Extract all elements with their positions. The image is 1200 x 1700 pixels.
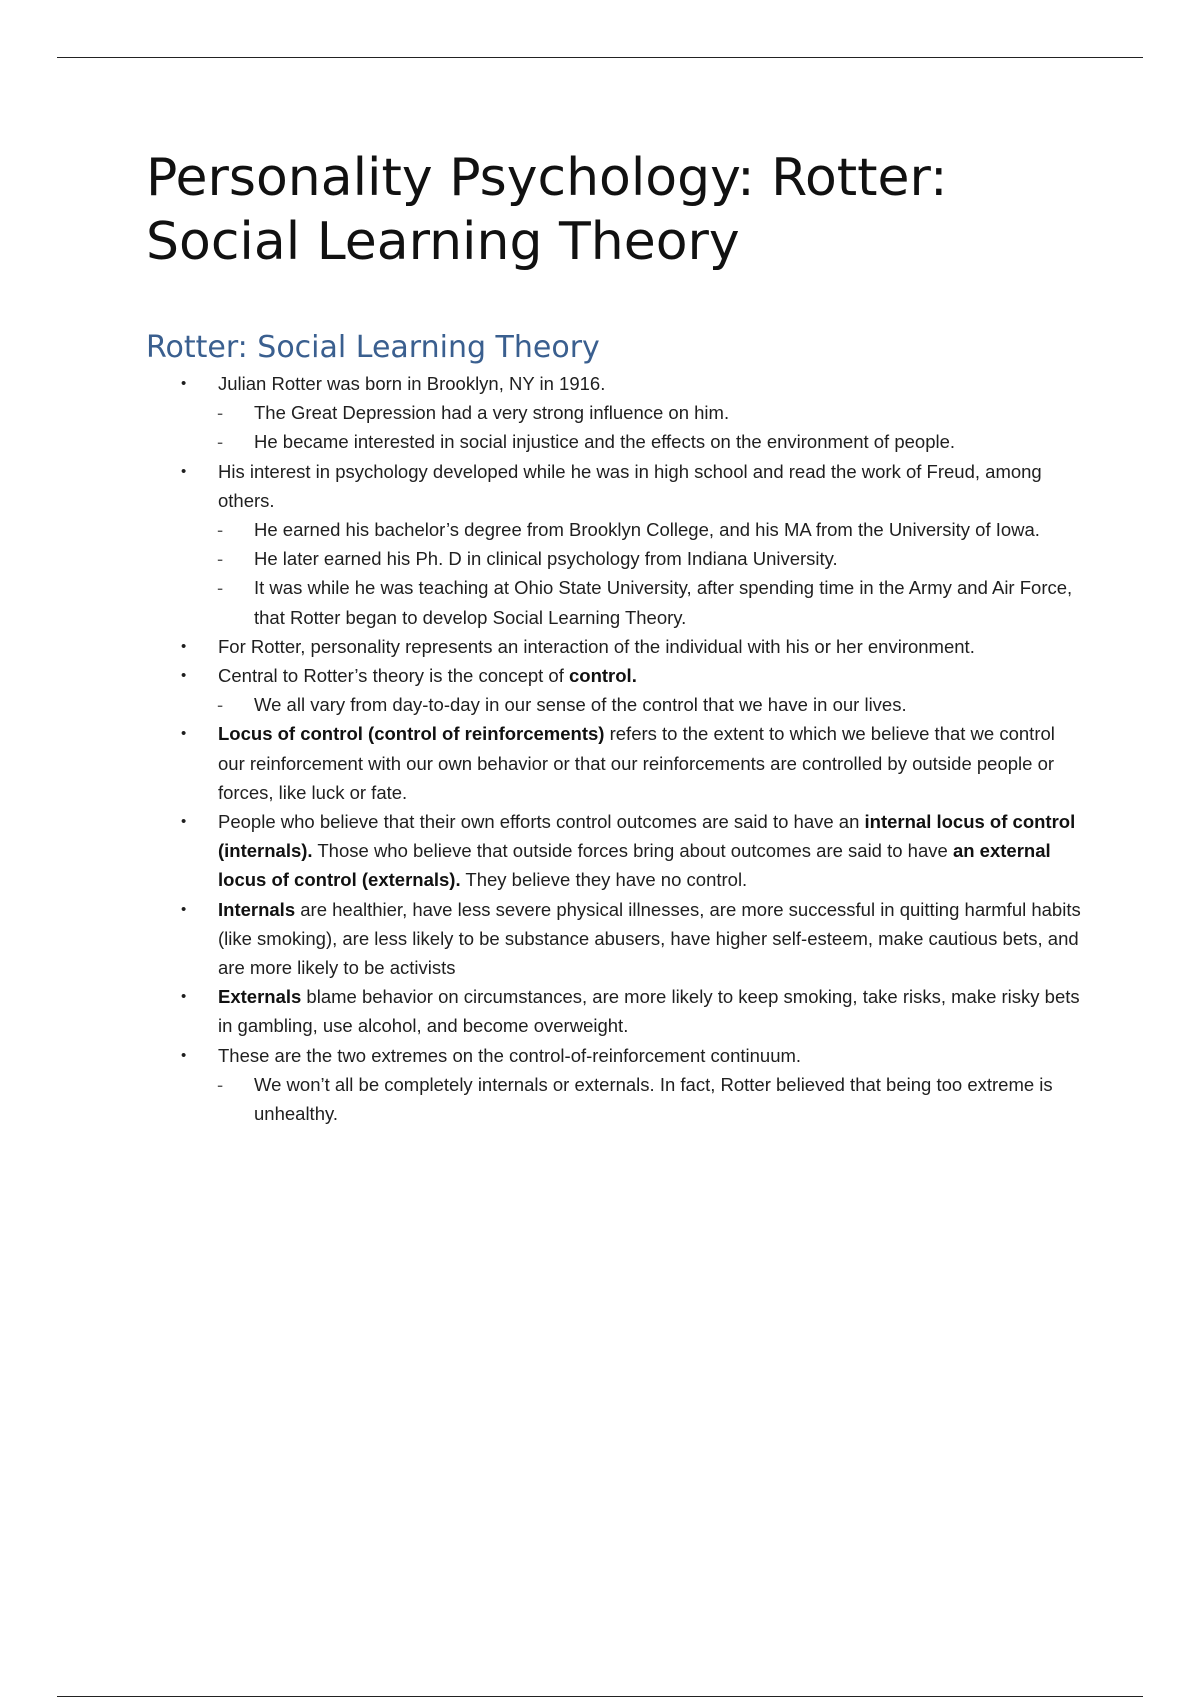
bullet-marker: • [181, 988, 187, 1006]
list-item-text [218, 461, 1042, 511]
dash-marker: - [217, 548, 224, 570]
text-run: It was while he was teaching at Ohio State University, after spending time in the Army and Air Force, that Rotter began to develop Social Learning Theory. [254, 577, 1073, 628]
bullet-marker: • [181, 375, 187, 392]
bold-text: an external locus of control (externals). [218, 840, 1051, 891]
text-run: are healthier, have less severe physical illnesses, are more successful in quitting harmful habits (like smoking), are less likely to be substance abusers, have higher self-esteem, make cautious bets, and are more likely to be activists [218, 898, 1081, 979]
text-run: He later earned his Ph. D in clinical psychology from Indiana University. [254, 548, 838, 570]
list-item-text [218, 723, 1055, 802]
list-item-text [218, 1045, 801, 1066]
bottom-rule [57, 1696, 1143, 1697]
dash-marker: - [217, 519, 224, 541]
sub-list-item [146, 573, 1086, 631]
bold-text: Externals [218, 986, 302, 1008]
text-run: The Great Depression had a very strong influence on him. [254, 402, 730, 424]
dash-marker: - [217, 577, 224, 599]
text-run: He earned his bachelor’s degree from Brooklyn College, and his MA from the University of Iowa. [254, 519, 1040, 541]
dash-marker: - [217, 431, 224, 453]
list-item-text [254, 548, 838, 569]
text-run: These are the two extremes on the control-of-reinforcement continuum. [218, 1044, 802, 1066]
list-item [146, 1041, 1086, 1070]
text-run: He became interested in social injustice and the effects on the environment of people. [254, 431, 956, 453]
list-item-text [218, 899, 1081, 978]
list-item [146, 369, 1086, 398]
text-run: refers to the extent to which we believe that we control our reinforcement with our own behavior or that our reinforcements are controlled by outside people or forces, like luck or fate. [218, 723, 1055, 803]
text-run: His interest in psychology developed while he was in high school and read the work of Freud, among others. [218, 460, 1042, 511]
bullet-list [146, 369, 1086, 1128]
text-run: Those who believe that outside forces bring about outcomes are said to have [312, 840, 953, 862]
document-title: Personality Psychology: Rotter: Social Learning Theory [146, 148, 948, 272]
list-item-text [254, 519, 1040, 540]
sub-list-item [146, 427, 1086, 456]
text-run: People who believe that their own efforts control outcomes are said to have an [218, 811, 865, 833]
text-run: We all vary from day-to-day in our sense of the control that we have in our lives. [254, 694, 907, 716]
bullet-marker: • [181, 813, 187, 831]
text-run: We won’t all be completely internals or externals. In fact, Rotter believed that being too extreme is unhealthy. [254, 1073, 1053, 1125]
list-item-text [218, 811, 1075, 890]
text-run: blame behavior on circumstances, are more likely to keep smoking, take risks, make risky bets in gambling, use alcohol, and become overweight. [218, 986, 1080, 1037]
bold-text: control. [569, 665, 637, 687]
list-item [146, 719, 1086, 807]
list-item-text [254, 431, 955, 452]
list-item-text [218, 373, 605, 394]
list-item-text [218, 636, 975, 657]
bold-text: Internals [218, 898, 296, 920]
list-item [146, 661, 1086, 690]
dash-marker: - [217, 1073, 224, 1095]
dash-marker: - [217, 694, 224, 716]
list-item [146, 895, 1086, 983]
section-heading: Rotter: Social Learning Theory [146, 330, 600, 365]
bullet-marker: • [181, 1046, 187, 1064]
list-item-text [218, 665, 637, 686]
dash-marker: - [217, 402, 224, 424]
list-item-text [218, 986, 1080, 1036]
list-item-text [254, 577, 1072, 627]
list-item [146, 807, 1086, 895]
list-item [146, 632, 1086, 661]
bullet-marker: • [181, 725, 187, 743]
bullet-marker: • [181, 462, 187, 480]
bullet-marker: • [181, 637, 187, 655]
top-rule [57, 57, 1143, 58]
text-run: They believe they have no control. [460, 869, 748, 891]
list-item-text [254, 694, 907, 715]
list-item [146, 982, 1086, 1040]
sub-list-item [146, 544, 1086, 573]
bullet-marker: • [181, 900, 187, 918]
sub-list-item [146, 1070, 1086, 1128]
sub-list-item [146, 515, 1086, 544]
text-run: For Rotter, personality represents an interaction of the individual with his or her environment. [218, 635, 975, 657]
list-item [146, 457, 1086, 515]
text-run: Central to Rotter’s theory is the concept of [218, 665, 569, 687]
list-item-text [254, 402, 729, 423]
bullet-marker: • [181, 667, 187, 685]
text-run: Julian Rotter was born in Brooklyn, NY in 1916. [218, 373, 606, 394]
sub-list-item [146, 398, 1086, 427]
list-item-text [254, 1074, 1053, 1124]
bold-text: Locus of control (control of reinforcements) [218, 723, 605, 745]
bold-text: internal locus of control (internals). [218, 811, 1076, 862]
sub-list-item [146, 690, 1086, 719]
